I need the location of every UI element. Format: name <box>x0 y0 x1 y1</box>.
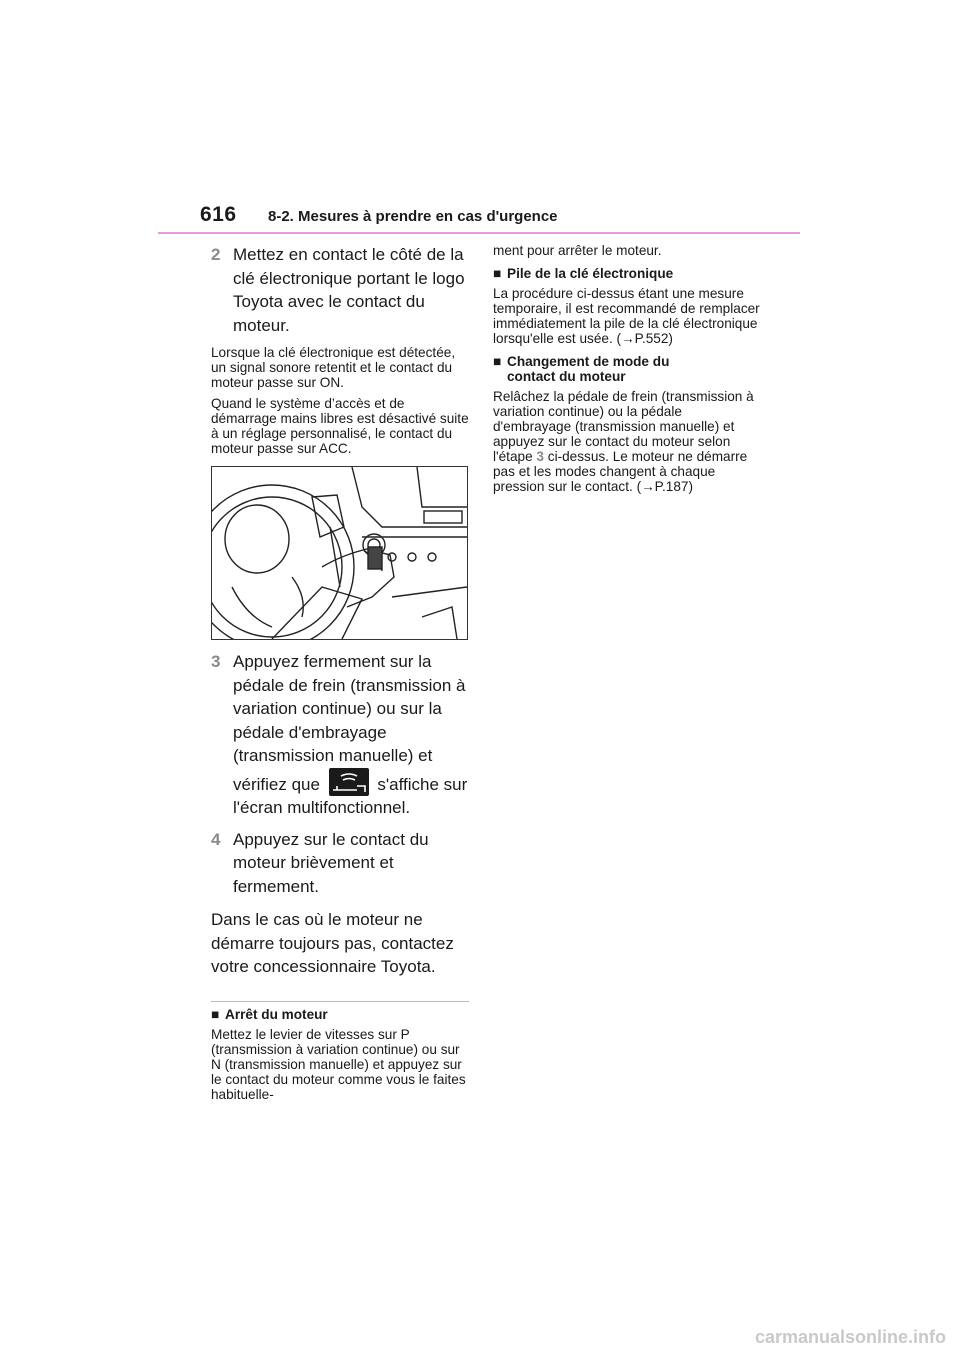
step-reference: 3 <box>536 449 544 464</box>
key-indicator-icon <box>329 768 369 796</box>
section-title: 8-2. Mesures à prendre en cas d'urgence <box>268 208 558 225</box>
left-column <box>211 243 471 1102</box>
header-divider <box>158 232 800 234</box>
heading-pile-cle: ■ Pile de la clé électronique <box>493 266 674 281</box>
heading-changement-mode: ■ Changement de mode du contact du moteur <box>493 354 670 384</box>
page-number: 616 <box>200 203 237 226</box>
page-reference-link[interactable]: (→P.187) <box>636 479 693 494</box>
continuation-text: ment pour arrêter le moteur. <box>493 243 662 258</box>
step-2 <box>211 243 471 337</box>
page-reference-link[interactable]: (→P.552) <box>616 331 673 346</box>
changement-body: Relâchez la pédale de frein (transmission à variation continue) ou la pédale d'embrayage (transmission manuelle) et appuyez sur le contact du moteur selon l'étape 3 ci-dessus. Le moteur ne démarre pas et les modes changent à chaque pression sur le contact. (→P.187) <box>493 389 754 494</box>
right-column <box>493 243 763 494</box>
arret-body: Mettez le levier de vitesses sur P (transmission à variation continue) ou sur N (transmission manuelle) et appuyez sur le contact du moteur comme vous le faites habituelle- <box>211 1026 466 1102</box>
steering-wheel-illustration <box>212 467 467 639</box>
step-4 <box>211 828 471 899</box>
step-number: 3 <box>211 652 221 671</box>
bullet-square-icon: ■ <box>493 266 502 281</box>
note-acc: Quand le système d’accès et de démarrage mains libres est désactivé suite à un réglage personnalisé, le contact du moteur passe sur ACC. <box>211 396 469 456</box>
illustration-key-on-switch <box>211 466 468 640</box>
bullet-square-icon: ■ <box>493 354 502 369</box>
bullet-square-icon: ■ <box>211 1006 220 1022</box>
note-key-detected: Lorsque la clé électronique est détectée, un signal sonore retentit et le contact du moteur passe sur ON. <box>211 345 456 390</box>
step-text: Appuyez sur le contact du moteur brièvement et fermement. <box>233 829 429 896</box>
step-text: Mettez en contact le côté de la clé électronique portant le logo Toyota avec le contact du moteur. <box>233 245 465 335</box>
watermark: carmanualsonline.info <box>754 1327 946 1347</box>
closing-paragraph: Dans le cas où le moteur ne démarre toujours pas, contactez votre concessionnaire Toyota. <box>211 910 454 976</box>
step-3: 3 Appuyez fermement sur la pédale de frein (transmission à variation continue) ou sur la pédale d'embrayage (transmission manuelle) et vérifiez que s'affiche sur l'écran multifonctionnel. <box>211 650 471 820</box>
step-number: 2 <box>211 245 221 264</box>
step-number: 4 <box>211 829 221 849</box>
pile-body: La procédure ci-dessus étant une mesure temporaire, il est recommandé de remplacer immédiatement la pile de la clé électronique lorsqu'elle est usée. (→P.552) <box>493 286 760 346</box>
heading-arret-moteur: ■ Arrêt du moteur <box>211 1006 328 1022</box>
